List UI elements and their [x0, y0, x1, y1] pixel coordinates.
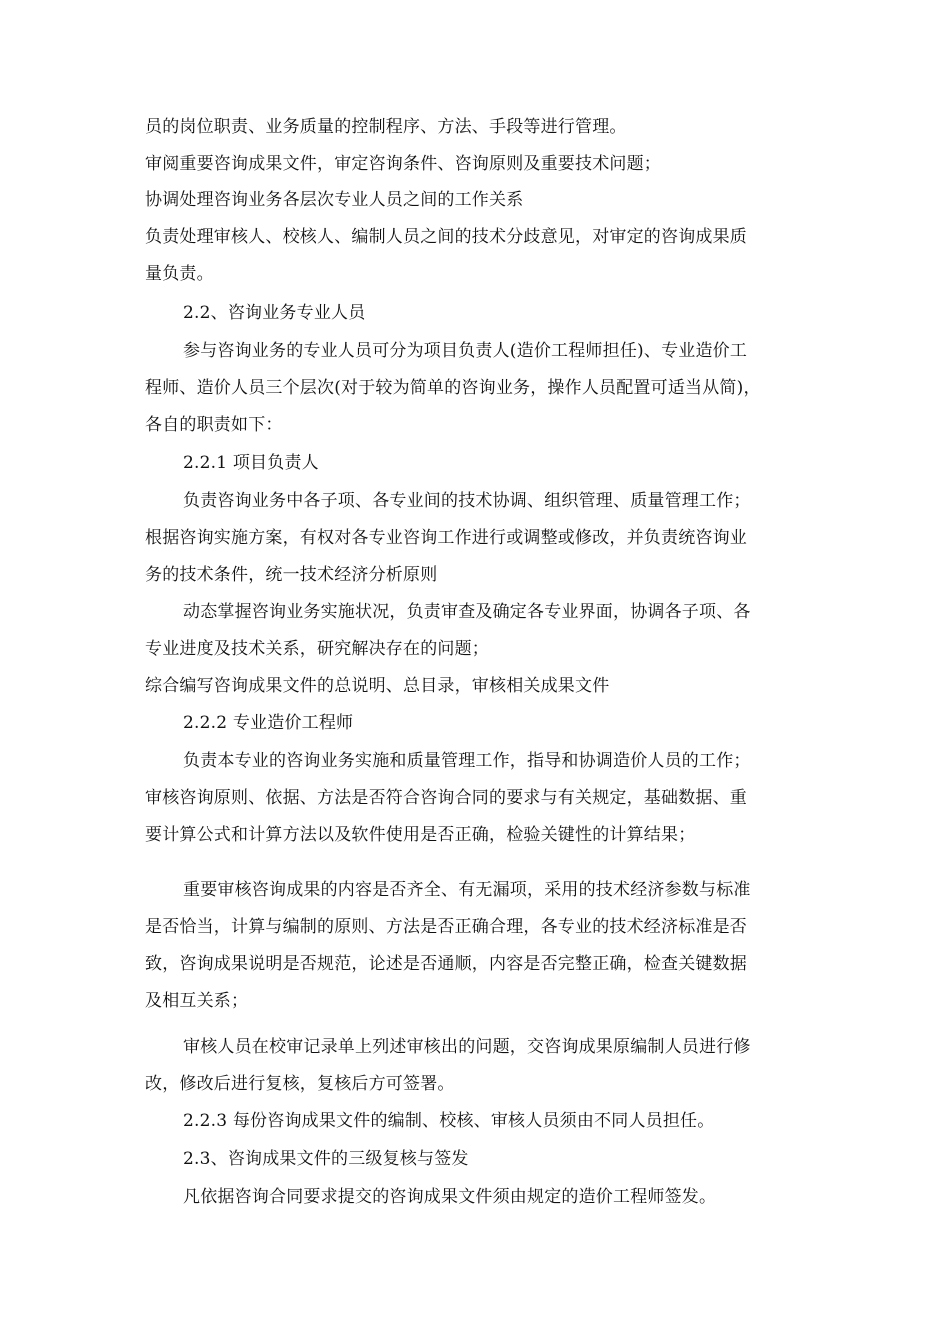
- text-line: 审核咨询原则、依据、方法是否符合咨询合同的要求与有关规定，基础数据、重: [145, 788, 747, 808]
- text-line: 负责处理审核人、校核人、编制人员之间的技术分歧意见，对审定的咨询成果质: [145, 227, 747, 247]
- section-heading: 2.2.1 项目负责人: [183, 453, 319, 473]
- text-line: 协调处理咨询业务各层次专业人员之间的工作关系: [145, 190, 524, 210]
- text-line: 专业进度及技术关系，研究解决存在的问题；: [145, 639, 489, 659]
- text-line: 根据咨询实施方案，有权对各专业咨询工作进行或调整或修改，并负责统咨询业: [145, 528, 747, 548]
- text-line: 程师、造价人员三个层次(对于较为简单的咨询业务，操作人员配置可适当从简)，: [145, 378, 761, 398]
- text-line: 审阅重要咨询成果文件，审定咨询条件、咨询原则及重要技术问题；: [145, 154, 661, 174]
- section-heading: 2.2.3 每份咨询成果文件的编制、校核、审核人员须由不同人员担任。: [183, 1111, 715, 1131]
- text-line: 改，修改后进行复核，复核后方可签署。: [145, 1074, 455, 1094]
- text-line: 负责本专业的咨询业务实施和质量管理工作，指导和协调造价人员的工作；: [183, 751, 751, 771]
- text-line: 量负责。: [145, 264, 214, 284]
- text-line: 要计算公式和计算方法以及软件使用是否正确，检验关键性的计算结果；: [145, 825, 696, 845]
- text-line: 综合编写咨询成果文件的总说明、总目录，审核相关成果文件: [145, 676, 610, 696]
- section-heading: 2.2.2 专业造价工程师: [183, 713, 354, 733]
- text-line: 审核人员在校审记录单上列述审核出的问题，交咨询成果原编制人员进行修: [183, 1037, 751, 1057]
- text-line: 务的技术条件，统一技术经济分析原则: [145, 565, 438, 585]
- section-heading: 2.3、咨询成果文件的三级复核与签发: [183, 1149, 469, 1169]
- text-line: 员的岗位职责、业务质量的控制程序、方法、手段等进行管理。: [145, 117, 627, 137]
- text-line: 重要审核咨询成果的内容是否齐全、有无漏项，采用的技术经济参数与标准: [183, 880, 751, 900]
- text-line: 是否恰当，计算与编制的原则、方法是否正确合理，各专业的技术经济标准是否: [145, 917, 747, 937]
- text-line: 各自的职责如下：: [145, 415, 283, 435]
- section-heading: 2.2、咨询业务专业人员: [183, 303, 366, 323]
- text-line: 凡依据咨询合同要求提交的咨询成果文件须由规定的造价工程师签发。: [183, 1187, 717, 1207]
- text-line: 致，咨询成果说明是否规范，论述是否通顺，内容是否完整正确，检查关键数据: [145, 954, 747, 974]
- text-line: 动态掌握咨询业务实施状况，负责审查及确定各专业界面，协调各子项、各: [183, 602, 751, 622]
- text-line: 负责咨询业务中各子项、各专业间的技术协调、组织管理、质量管理工作；: [183, 491, 751, 511]
- text-line: 参与咨询业务的专业人员可分为项目负责人(造价工程师担任)、专业造价工: [183, 341, 748, 361]
- text-line: 及相互关系；: [145, 991, 249, 1011]
